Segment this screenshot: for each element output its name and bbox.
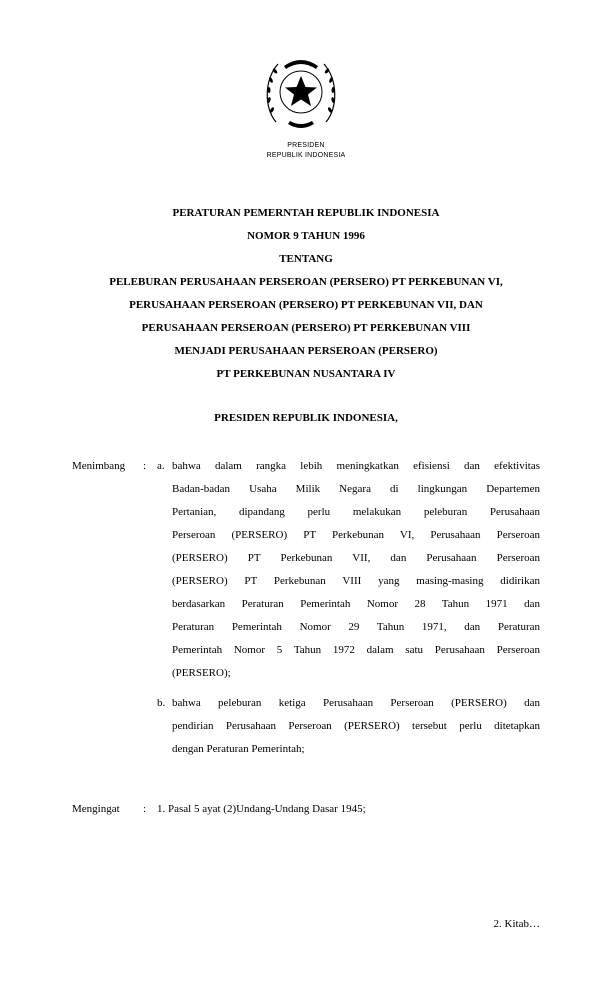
menimbang-colon: : [143, 460, 147, 472]
mengingat-colon: : [143, 803, 147, 815]
paragraph-a-line: bahwa dalam rangka lebih meningkatkan efisiensi dan efektivitas [172, 460, 540, 472]
paragraph-b-line: pendirian Perusahaan Perseroan (PERSERO) tersebut perlu ditetapkan [172, 720, 540, 732]
title-line: PERUSAHAAN PERSEROAN (PERSERO) PT PERKEBUNAN VIII [141, 322, 471, 334]
paragraph-a-line: Pertanian, dipandang perlu melakukan peleburan Perusahaan [172, 506, 540, 518]
title-line: PERATURAN PEMERNTAH REPUBLIK INDONESIA [172, 207, 440, 219]
mengingat-label: Mengingat [72, 803, 120, 815]
paragraph-b-line: dengan Peraturan Pemerintah; [172, 743, 305, 755]
continuation-marker: 2. Kitab… [493, 918, 540, 930]
item-marker-a: a. [157, 460, 165, 472]
title-line: PERUSAHAAN PERSEROAN (PERSERO) PT PERKEBUNAN VII, DAN [129, 299, 483, 311]
menimbang-label: Menimbang [72, 460, 126, 472]
title-line: TENTANG [279, 253, 333, 265]
garuda-star-emblem-icon [262, 52, 340, 136]
paragraph-a-line: Badan-badan Usaha Milik Negara di lingkungan Departemen [172, 483, 540, 495]
paragraph-a-line: Peraturan Pemerintah Nomor 29 Tahun 1971, dan Peraturan [172, 621, 540, 633]
paragraph-a-line: Pemerintah Nomor 5 Tahun 1972 dalam satu Perusahaan Perseroan [172, 644, 540, 656]
title-line: NOMOR 9 TAHUN 1996 [247, 230, 365, 242]
title-line: PELEBURAN PERUSAHAAN PERSEROAN (PERSERO) PT PERKEBUNAN VI, [109, 276, 503, 288]
item-marker-b: b. [157, 697, 166, 709]
paragraph-a-line: (PERSERO); [172, 667, 231, 679]
emblem-caption-republic: REPUBLIK INDONESIA [266, 152, 346, 159]
mengingat-item-1: 1. Pasal 5 ayat (2)Undang-Undang Dasar 1945; [157, 803, 366, 815]
paragraph-a-line: berdasarkan Peraturan Pemerintah Nomor 28 Tahun 1971 dan [172, 598, 540, 610]
president-heading: PRESIDEN REPUBLIK INDONESIA, [214, 412, 398, 424]
paragraph-a-line: Perseroan (PERSERO) PT Perkebunan VI, Perusahaan Perseroan [172, 529, 540, 541]
title-line: PT PERKEBUNAN NUSANTARA IV [216, 368, 396, 380]
paragraph-a-line: (PERSERO) PT Perkebunan VIII yang masing-masing didirikan [172, 575, 540, 587]
emblem-caption-president: PRESIDEN [287, 142, 325, 149]
paragraph-b-line: bahwa peleburan ketiga Perusahaan Perseroan (PERSERO) dan [172, 697, 540, 709]
title-line: MENJADI PERUSAHAAN PERSEROAN (PERSERO) [174, 345, 438, 357]
paragraph-a-line: (PERSERO) PT Perkebunan VII, dan Perusahaan Perseroan [172, 552, 540, 564]
